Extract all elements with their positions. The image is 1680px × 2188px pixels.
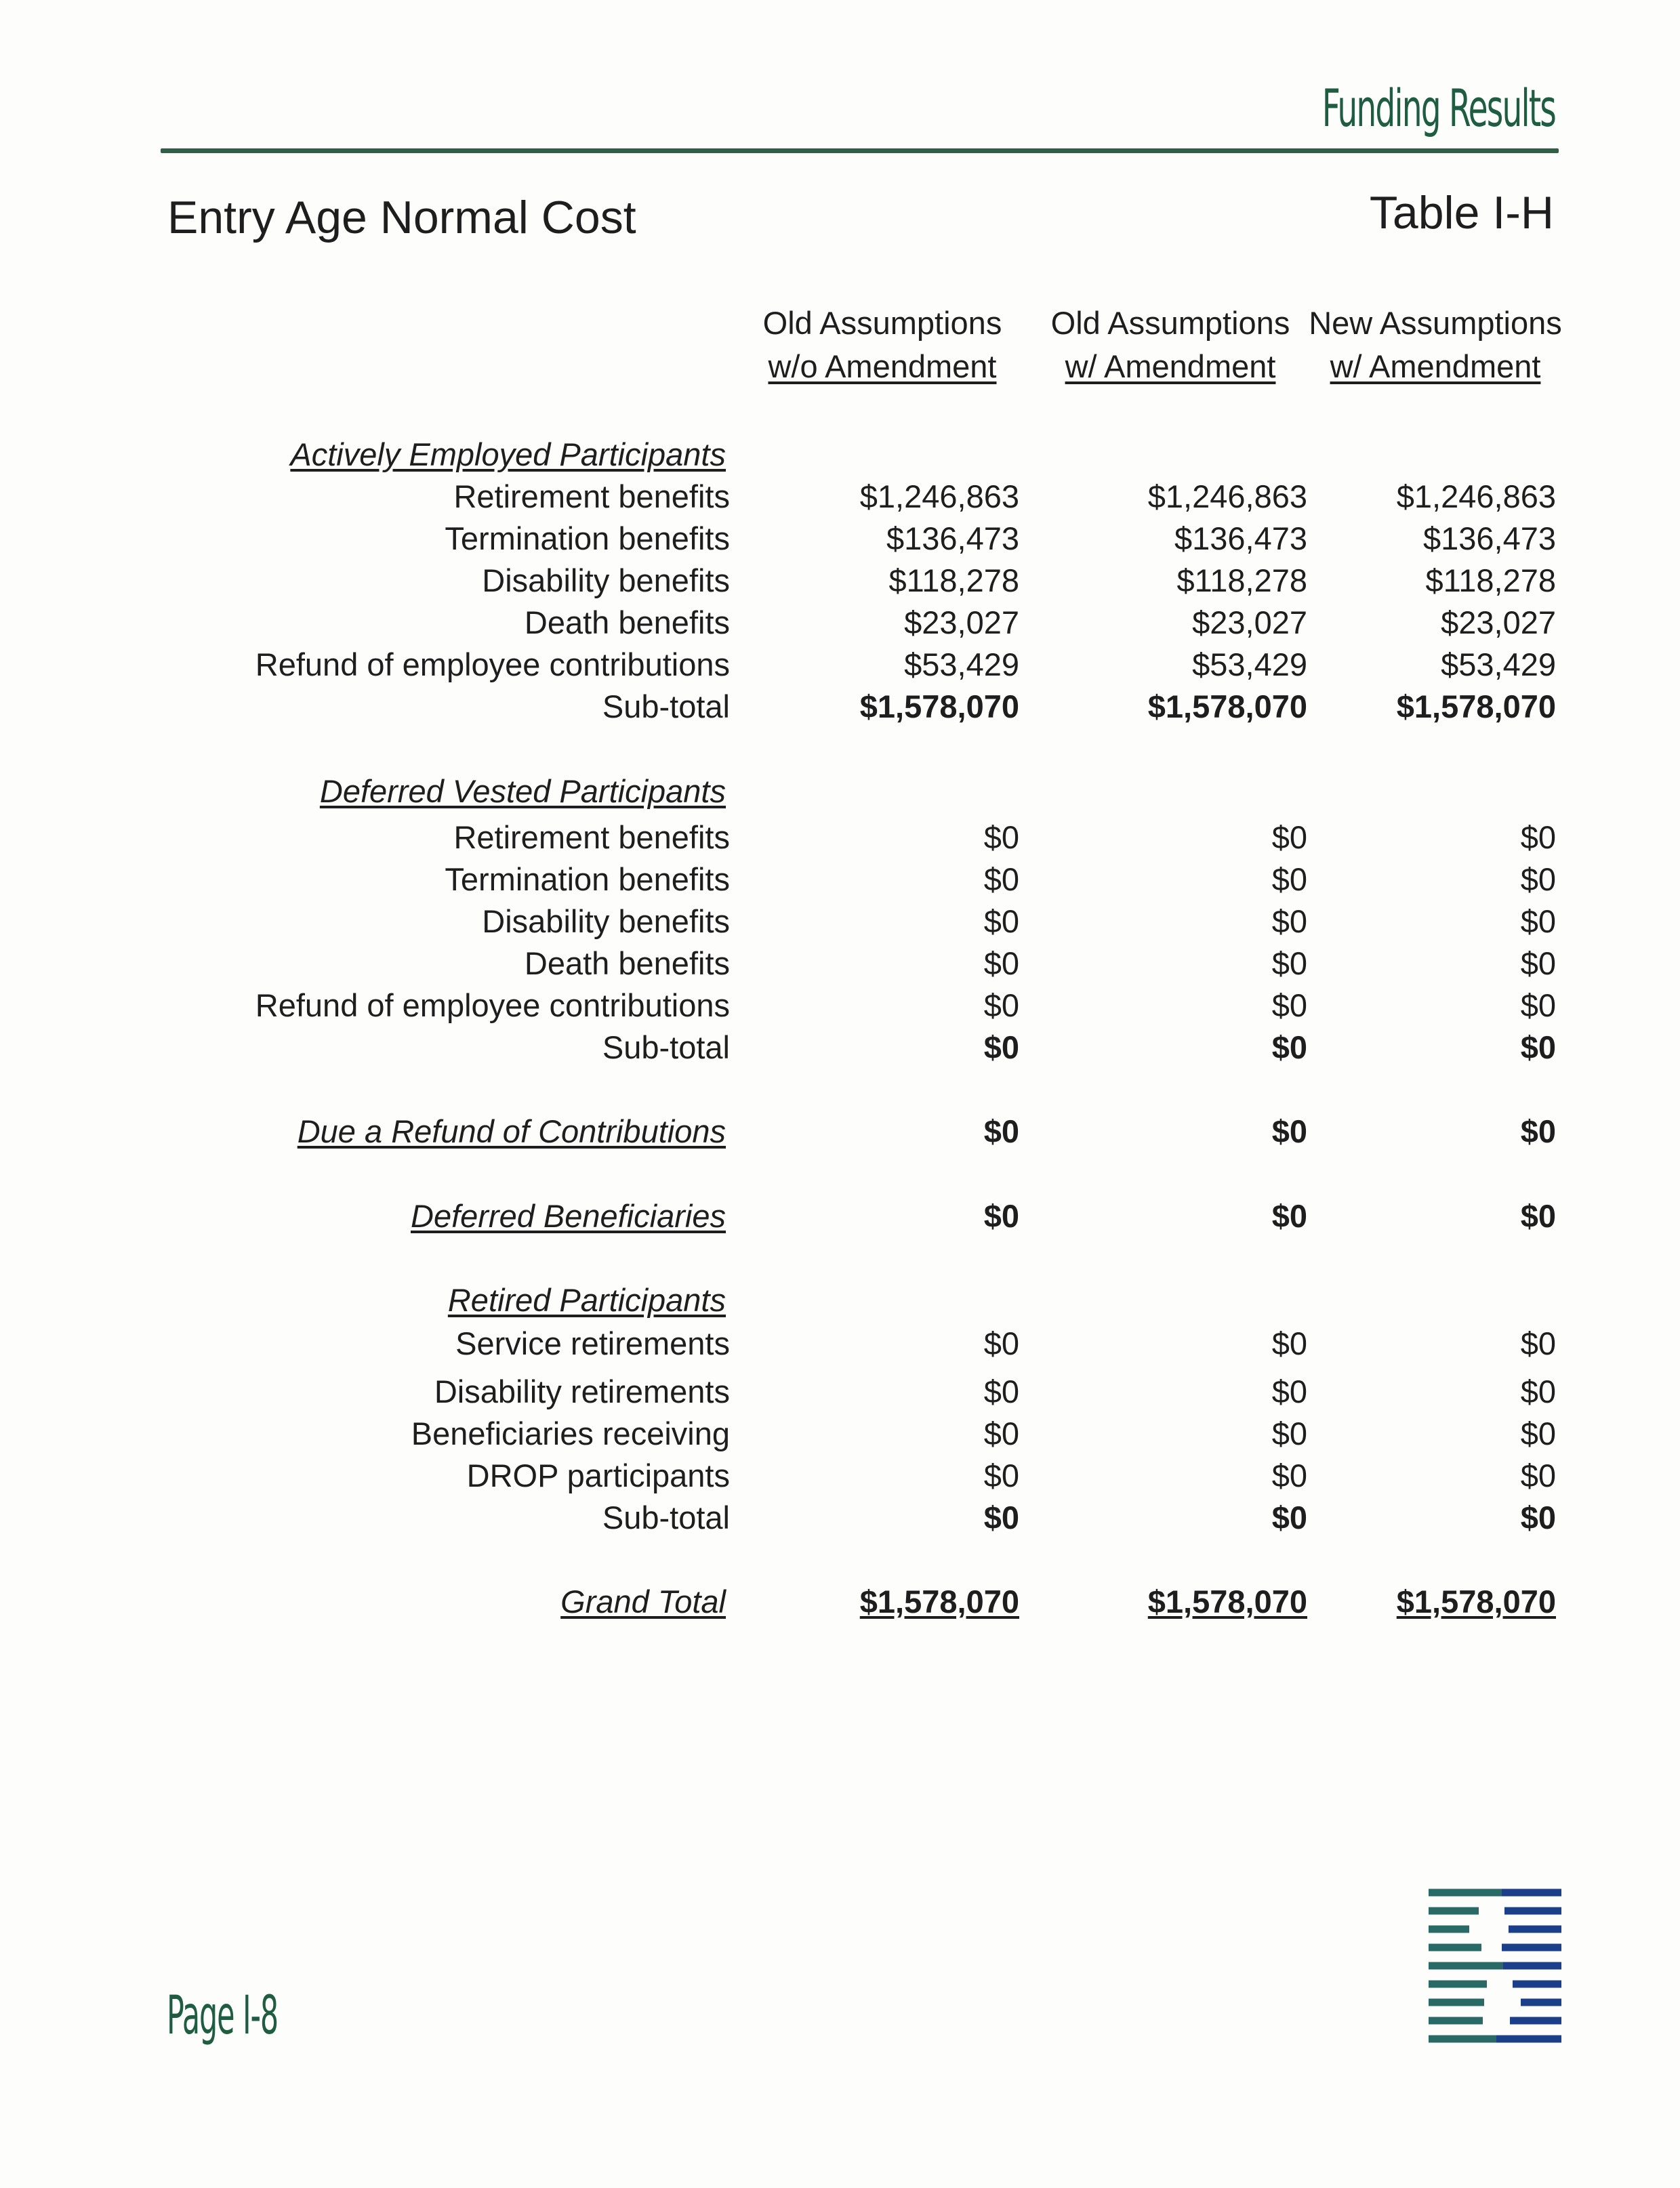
subtotal-row bbox=[0, 686, 1680, 728]
page-title: Entry Age Normal Cost bbox=[167, 192, 636, 243]
deferred-beneficiaries-row bbox=[0, 1195, 1680, 1237]
cell-value: $0 bbox=[983, 1374, 1019, 1409]
table-row bbox=[0, 560, 1680, 602]
cell-value: $0 bbox=[1520, 1113, 1556, 1149]
column-header-line2: w/ Amendment bbox=[1065, 348, 1276, 384]
column-header-line1: New Assumptions bbox=[1309, 305, 1562, 341]
group-header-deferred-vested bbox=[0, 770, 1680, 812]
cell-value: $0 bbox=[1520, 1374, 1556, 1409]
cell-value: $0 bbox=[1271, 819, 1307, 855]
cell-value: $0 bbox=[983, 1458, 1019, 1493]
cell-value: $1,578,070 bbox=[1396, 688, 1556, 724]
row-label: Termination benefits bbox=[445, 861, 730, 897]
row-label: Sub-total bbox=[602, 1500, 730, 1535]
cell-value: $0 bbox=[983, 987, 1019, 1023]
cell-value: $23,027 bbox=[904, 604, 1019, 640]
row-label: Disability benefits bbox=[482, 903, 730, 939]
company-logo-icon bbox=[1429, 1887, 1561, 2053]
table-row bbox=[0, 1323, 1680, 1365]
group-title: Deferred Beneficiaries bbox=[411, 1198, 726, 1234]
cell-value: $0 bbox=[983, 1198, 1019, 1234]
cell-value: $0 bbox=[1271, 1500, 1307, 1535]
table-row bbox=[0, 985, 1680, 1027]
row-label: Retirement benefits bbox=[453, 819, 730, 855]
cell-value: $0 bbox=[1520, 1198, 1556, 1234]
cell-value: $0 bbox=[1520, 987, 1556, 1023]
cell-value: $0 bbox=[983, 861, 1019, 897]
section-title: Funding Results bbox=[1322, 78, 1555, 138]
due-refund-row bbox=[0, 1111, 1680, 1153]
group-title: Due a Refund of Contributions bbox=[297, 1113, 726, 1149]
group-title: Retired Participants bbox=[447, 1282, 726, 1318]
cell-value: $0 bbox=[983, 1325, 1019, 1361]
cell-value: $1,578,070 bbox=[1396, 1584, 1556, 1619]
cell-value: $0 bbox=[1271, 1029, 1307, 1065]
cell-value: $0 bbox=[983, 945, 1019, 981]
cell-value: $0 bbox=[983, 903, 1019, 939]
cell-value: $0 bbox=[1271, 1416, 1307, 1451]
group-header-active bbox=[0, 434, 1680, 476]
cell-value: $1,578,070 bbox=[1147, 688, 1307, 724]
cell-value: $0 bbox=[1271, 945, 1307, 981]
column-header-line2: w/ Amendment bbox=[1330, 348, 1541, 384]
cell-value: $0 bbox=[1271, 987, 1307, 1023]
cell-value: $0 bbox=[1271, 1113, 1307, 1149]
row-label: Disability benefits bbox=[482, 562, 730, 598]
cell-value: $0 bbox=[1271, 1325, 1307, 1361]
page-number: Page I-8 bbox=[167, 1985, 279, 2046]
cell-value: $118,278 bbox=[888, 562, 1019, 598]
subtotal-row bbox=[0, 1027, 1680, 1069]
cell-value: $53,429 bbox=[904, 646, 1019, 682]
cell-value: $0 bbox=[1520, 903, 1556, 939]
row-label: Service retirements bbox=[455, 1325, 730, 1361]
column-header-1 bbox=[740, 302, 1025, 388]
group-title: Actively Employed Participants bbox=[290, 436, 726, 472]
cell-value: $0 bbox=[1271, 861, 1307, 897]
table-row bbox=[0, 1455, 1680, 1497]
header-rule bbox=[161, 148, 1559, 153]
row-label: Refund of employee contributions bbox=[255, 987, 730, 1023]
table-row bbox=[0, 1371, 1680, 1413]
cell-value: $136,473 bbox=[1174, 520, 1307, 556]
cell-value: $118,278 bbox=[1176, 562, 1307, 598]
cell-value: $0 bbox=[1271, 1458, 1307, 1493]
table-row bbox=[0, 476, 1680, 518]
cell-value: $0 bbox=[1520, 1458, 1556, 1493]
cell-value: $23,027 bbox=[1192, 604, 1307, 640]
group-header-retired bbox=[0, 1279, 1680, 1321]
column-header-line1: Old Assumptions bbox=[762, 305, 1002, 341]
cell-value: $0 bbox=[1271, 903, 1307, 939]
cell-value: $0 bbox=[1271, 1374, 1307, 1409]
cell-value: $1,246,863 bbox=[1147, 478, 1307, 514]
table-row bbox=[0, 518, 1680, 560]
group-title: Grand Total bbox=[560, 1584, 726, 1619]
row-label: Refund of employee contributions bbox=[255, 646, 730, 682]
row-label: Death benefits bbox=[524, 945, 730, 981]
table-id: Table I-H bbox=[1369, 187, 1554, 239]
cell-value: $0 bbox=[983, 1500, 1019, 1535]
column-header-3 bbox=[1293, 302, 1578, 388]
column-header-line2: w/o Amendment bbox=[768, 348, 997, 384]
table-row bbox=[0, 817, 1680, 859]
cell-value: $0 bbox=[983, 1113, 1019, 1149]
cell-value: $0 bbox=[1520, 819, 1556, 855]
cell-value: $0 bbox=[983, 1416, 1019, 1451]
cell-value: $1,246,863 bbox=[859, 478, 1019, 514]
row-label: Disability retirements bbox=[434, 1374, 730, 1409]
table-row bbox=[0, 943, 1680, 985]
cell-value: $0 bbox=[1271, 1198, 1307, 1234]
cell-value: $136,473 bbox=[886, 520, 1019, 556]
table-row bbox=[0, 602, 1680, 644]
row-label: Death benefits bbox=[524, 604, 730, 640]
cell-value: $136,473 bbox=[1422, 520, 1556, 556]
cell-value: $0 bbox=[1520, 1325, 1556, 1361]
cell-value: $53,429 bbox=[1441, 646, 1556, 682]
table-row bbox=[0, 644, 1680, 686]
cell-value: $0 bbox=[1520, 945, 1556, 981]
cell-value: $0 bbox=[983, 1029, 1019, 1065]
cell-value: $0 bbox=[983, 819, 1019, 855]
cell-value: $1,578,070 bbox=[1147, 1584, 1307, 1619]
cell-value: $53,429 bbox=[1192, 646, 1307, 682]
cell-value: $118,278 bbox=[1425, 562, 1556, 598]
grand-total-row bbox=[0, 1581, 1680, 1623]
row-label: Sub-total bbox=[602, 688, 730, 724]
cell-value: $0 bbox=[1520, 1029, 1556, 1065]
column-header-2 bbox=[1028, 302, 1313, 388]
table-row bbox=[0, 859, 1680, 901]
cell-value: $0 bbox=[1520, 1500, 1556, 1535]
cell-value: $1,246,863 bbox=[1396, 478, 1556, 514]
row-label: Termination benefits bbox=[445, 520, 730, 556]
row-label: Retirement benefits bbox=[453, 478, 730, 514]
group-title: Deferred Vested Participants bbox=[319, 773, 726, 809]
subtotal-row bbox=[0, 1497, 1680, 1539]
cell-value: $0 bbox=[1520, 861, 1556, 897]
table-row bbox=[0, 901, 1680, 943]
row-label: Sub-total bbox=[602, 1029, 730, 1065]
cell-value: $0 bbox=[1520, 1416, 1556, 1451]
column-header-line1: Old Assumptions bbox=[1050, 305, 1290, 341]
table-row bbox=[0, 1413, 1680, 1455]
row-label: DROP participants bbox=[466, 1458, 730, 1493]
cell-value: $23,027 bbox=[1441, 604, 1556, 640]
row-label: Beneficiaries receiving bbox=[411, 1416, 730, 1451]
cell-value: $1,578,070 bbox=[859, 688, 1019, 724]
cell-value: $1,578,070 bbox=[859, 1584, 1019, 1619]
